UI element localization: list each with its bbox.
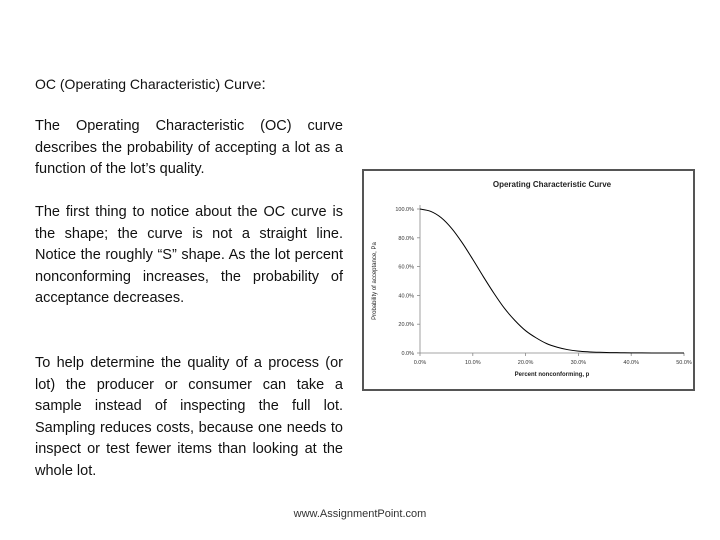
footer-url: www.AssignmentPoint.com [293, 508, 427, 520]
paragraph-curve-shape: The first thing to notice about the OC curve is the shape; the curve is not a straight line. Notice the roughly “S” shape. As the lot percent nonconforming increases, the probability of acceptance decreases. [35, 204, 343, 306]
x-tick-label: 40.0% [623, 360, 640, 366]
chart-title: Operating Characteristic Curve [492, 180, 612, 189]
x-tick-label: 50.0% [676, 360, 692, 366]
y-tick-label: 60.0% [398, 264, 414, 271]
x-tick-label: 20.0% [517, 360, 534, 366]
paragraph-oc-definition: The Operating Characteristic (OC) curve describes the probability of accepting a lot as a function of the lot’s quality. [35, 118, 343, 177]
heading-text: OC (Operating Characteristic) Curve [35, 76, 262, 92]
x-tick-label: 10.0% [464, 360, 481, 366]
oc-chart [362, 169, 695, 391]
oc-chart-svg [364, 171, 693, 389]
footer [0, 508, 720, 520]
x-axis-label: Percent nonconforming, p [514, 372, 590, 378]
heading-colon: : [261, 76, 266, 93]
y-tick-label: 20.0% [398, 322, 414, 329]
y-tick-label: 40.0% [398, 293, 414, 300]
y-tick-label: 0.0% [401, 351, 414, 357]
paragraph-sampling: To help determine the quality of a process (or lot) the producer or consumer can take a sample instead of inspecting the full lot. Sampling reduces costs, because one needs to inspect or test fewer items than looking at the whole lot. [35, 355, 343, 479]
y-tick-label: 80.0% [398, 235, 414, 242]
x-tick-label: 0.0% [413, 360, 427, 366]
y-tick-label: 100.0% [395, 207, 414, 213]
oc-curve-line [420, 209, 684, 353]
x-tick-label: 30.0% [570, 360, 587, 366]
y-axis-label: Probability of acceptance, Pa [372, 242, 378, 320]
slide-heading [35, 76, 266, 94]
